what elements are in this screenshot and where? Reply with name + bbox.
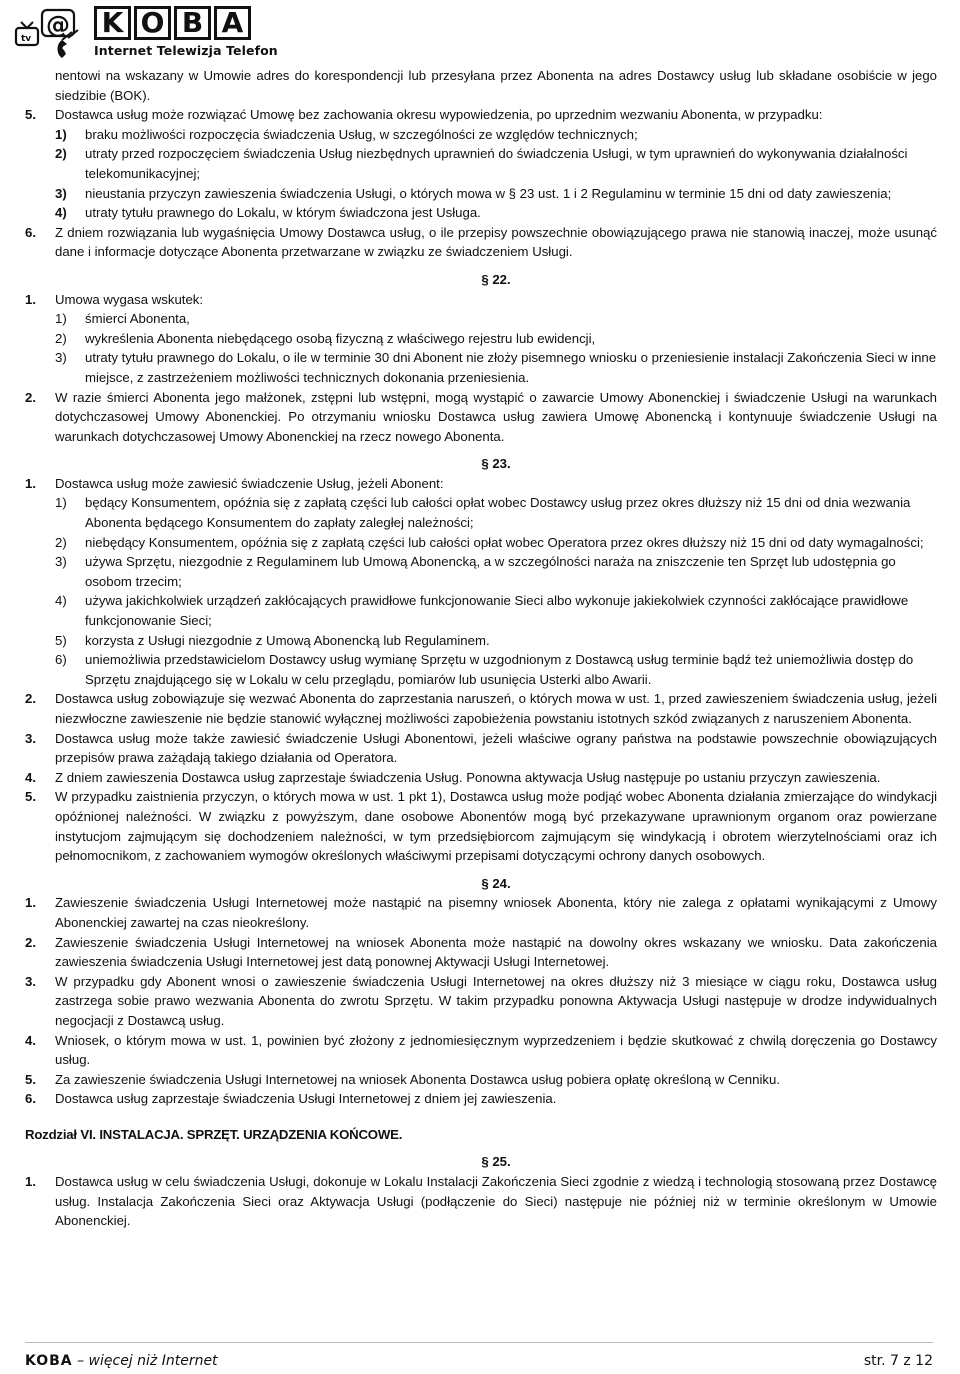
point-number: 5. <box>25 107 36 123</box>
section-22-point-1 <box>25 290 937 310</box>
list-item <box>25 493 937 532</box>
logo-icons <box>12 4 88 60</box>
list-item <box>25 552 937 591</box>
item-number: 1) <box>55 126 67 142</box>
point-number: 1. <box>25 895 36 911</box>
point-text: Zawieszenie świadczenia Usługi Internetowej na wniosek Abonenta może nastąpić na dowolny okres wskazany we wniosku. Data zakończenia zawieszenia świadczenia Usługi Internetowej jest datą ponownej Aktywacji Usługi Internetowej. <box>55 934 937 970</box>
section-23-point-4 <box>25 768 937 788</box>
item-number: 1) <box>55 311 67 327</box>
point-number: 1. <box>25 1174 36 1190</box>
footer-brand <box>25 1352 218 1372</box>
svg-text:tv: tv <box>21 34 32 44</box>
item-text: nieustania przyczyn zawieszenia świadczenia Usługi, o których mowa w § 23 ust. 1 i 2 Regulaminu w terminie 15 dni od daty zawieszenia; <box>85 185 892 201</box>
point-text: W przypadku zaistnienia przyczyn, o których mowa w ust. 1 pkt 1), Dostawca usług może podjąć wobec Abonenta działania zmierzające do windykacji opóźnionej należności. W związku z powyższym, dane osobowe Abonentów mogą być przekazywane uprawnionym organom oraz powierzane instytucjom zajmującym się dochodzeniem należności, w tym przedsiębiorcom zajmującym się windykacją i obrotem wierzytelnościami oraz ich pełnomocnikom, z zachowaniem wymogów określonych właściwymi przepisami dotyczącymi ochrony danych osobowych. <box>55 789 937 864</box>
section-24-point <box>25 972 937 1031</box>
item-text: wykreślenia Abonenta niebędącego osobą fizyczną z właściwego rejestru lub ewidencji, <box>85 330 596 346</box>
list-item <box>25 309 937 329</box>
list-item <box>25 125 937 145</box>
list-item <box>25 203 937 223</box>
item-text: śmierci Abonenta, <box>85 311 190 327</box>
chapter-heading: Rozdział VI. INSTALACJA. SPRZĘT. URZĄDZENIA KOŃCOWE. <box>25 1126 403 1142</box>
footer-divider <box>25 1342 933 1343</box>
section-23-point-3 <box>25 729 937 768</box>
page-header <box>12 4 312 60</box>
footer-brand-name: KOBA <box>25 1353 73 1369</box>
item-number: 3) <box>55 554 67 570</box>
logo-tagline: Internet Telewizja Telefon <box>94 43 278 58</box>
section-23-point-5 <box>25 787 937 865</box>
section-25-point-1 <box>25 1172 937 1231</box>
point-text: Dostawca usług może rozwiązać Umowę bez zachowania okresu wypowiedzenia, po uprzednim wezwaniu Abonenta, w przypadku: <box>55 107 823 123</box>
item-number: 2) <box>55 146 67 162</box>
section-21-point-6 <box>25 223 937 262</box>
point-number: 6. <box>25 224 36 240</box>
section-22-point-2 <box>25 388 937 447</box>
item-number: 4) <box>55 593 67 609</box>
section-heading: § 24. <box>481 875 511 891</box>
item-number: 5) <box>55 632 67 648</box>
section-24-point <box>25 893 937 932</box>
point-text: W razie śmierci Abonenta jego małżonek, zstępni lub wstępni, mogą wystąpić o zawarcie Umowy Abonenckiej i świadczenie Usługi na warunkach dotychczasowej Umowy Abonenckiej. Po otrzymaniu wniosku Dostawca usług zawiera Umowę Abonencką i kontynuuje świadczenie Usługi na warunkach dotychczasowej Umowy Abonenckiej na rzecz nowego Abonenta. <box>55 389 937 444</box>
list-item <box>25 144 937 183</box>
point-number: 3. <box>25 973 36 989</box>
section-24-point <box>25 1089 937 1109</box>
item-text: niebędący Konsumentem, opóźnia się z zapłatą części lub całości opłat wobec Operatora przez okres dłuższy niż 15 dni od daty wymagalności; <box>85 534 924 550</box>
point-number: 1. <box>25 475 36 491</box>
item-number: 2) <box>55 534 67 550</box>
point-text: Zawieszenie świadczenia Usługi Internetowej może nastąpić na pisemny wniosek Abonenta, który nie zalega z opłatami wynikającymi z Umowy Abonenckiej zawartej na czas nieokreślony. <box>55 895 937 930</box>
item-number: 2) <box>55 330 67 346</box>
point-text: W przypadku gdy Abonent wnosi o zawieszenie świadczenia Usługi Internetowej na okres dłuższy niż 3 miesiące w ciągu roku, Dostawca usług zastrzega sobie prawo wezwania Abonenta do zwrotu Sprzętu. W takim przypadku ponowna Aktywacja Usługi następuje w drodze indywidualnych negocjacji z Dostawcą usług. <box>55 973 937 1028</box>
point-number: 4. <box>25 769 36 785</box>
list-item <box>25 650 937 689</box>
item-text: braku możliwości rozpoczęcia świadczenia Usług, w szczególności ze względów technicznych; <box>85 126 638 142</box>
item-number: 3) <box>55 185 67 201</box>
list-item <box>25 348 937 387</box>
point-text: Dostawca usług zobowiązuje się wezwać Abonenta do zaprzestania naruszeń, o których mowa w ust. 1, przed zawieszeniem świadczenia usług, jeżeli niezwłoczne zawieszenie nie będzie stanowić wyłącznej możliwości zapobieżenia powstaniu istotnych szkód związanych z naruszeniem Abonenta. <box>55 691 937 726</box>
list-item <box>25 591 937 630</box>
item-number: 1) <box>55 495 67 511</box>
point-text: Za zawieszenie świadczenia Usługi Internetowej na wniosek Abonenta Dostawca usług pobiera opłatę określoną w Cenniku. <box>55 1071 780 1087</box>
point-text: Dostawca usług w celu świadczenia Usługi, dokonuje w Lokalu Instalacji Zakończenia Sieci zgodnie z wiedzą i technologią stosowaną przez Dostawcę usług. Instalacja Zakończenia Sieci oraz Aktywacja Usługi (podłączenie do Sieci) następuje nie później niż w terminie określonym w Umowie Abonenckiej. <box>55 1174 937 1229</box>
list-item <box>25 533 937 553</box>
section-23-point-1 <box>25 474 937 494</box>
page-footer <box>25 1352 933 1372</box>
point-number: 5. <box>25 1071 36 1087</box>
point-text: Dostawca usług zaprzestaje świadczenia Usługi Internetowej z dniem jej zawieszenia. <box>55 1091 557 1107</box>
section-24-point <box>25 933 937 972</box>
point-number: 2. <box>25 691 36 707</box>
document-body <box>25 66 937 1231</box>
logo-letter: A <box>214 6 251 40</box>
point-text: Z dniem rozwiązania lub wygaśnięcia Umowy Dostawca usług, o ile przepisy powszechnie obowiązującego prawa nie stanowią inaczej, może usunąć dane i informacje dotyczące Abonenta przetwarzane w związku ze świadczeniem Usługi. <box>55 224 937 260</box>
section-heading: § 22. <box>481 271 511 287</box>
logo-letter: O <box>134 6 171 40</box>
point-text: Wniosek, o którym mowa w ust. 1, powinien być złożony z jednomiesięcznym wyprzedzeniem i będzie skutkować z chwilą doręczenia go Dostawcy usług. <box>55 1032 937 1068</box>
section-heading: § 23. <box>481 456 511 472</box>
point-number: 1. <box>25 291 36 307</box>
logo-letter: B <box>174 6 211 40</box>
point-text: Z dniem zawieszenia Dostawca usług zaprzestaje świadczenia Usług. Ponowna aktywacja Usług następuje po ustaniu przyczyn zawieszenia. <box>55 769 881 785</box>
point-text: Dostawca usług może także zawiesić świadczenie Usługi Abonentowi, jeżeli właściwe ograny państwa na podstawie powszechnie obowiązujących przepisów prawa zażądają takiego działania od Operatora. <box>55 730 937 766</box>
section-24-point <box>25 1031 937 1070</box>
section-24-point <box>25 1070 937 1090</box>
logo-letter: K <box>94 6 131 40</box>
point-number: 3. <box>25 730 36 746</box>
tv-icon <box>16 22 38 45</box>
item-text: będący Konsumentem, opóźnia się z zapłatą części lub całości opłat wobec Dostawcy usług przez okres dłuższy niż 15 dni od dnia wezwania Abonenta będącego Konsumentem do zapłaty zaległej należności; <box>85 495 911 531</box>
item-text: utraty przed rozpoczęciem świadczenia Usług niezbędnych uprawnień do świadczenia Usługi, w tym uprawnień do wykonywania działalności telekomunikacyjnej; <box>85 146 908 181</box>
item-text: uniemożliwia przedstawicielom Dostawcy usług wymianę Sprzętu w uzgodnionym z Dostawcą usług terminie bądź też uniemożliwia dostęp do Sprzętu znajdującego się w Lokalu w celu przeglądu, pomiarów lub usunięcia Usterki albo Awarii. <box>85 652 914 687</box>
item-number: 3) <box>55 350 67 366</box>
section-21-point-5 <box>25 105 937 125</box>
footer-slogan: – więcej niż Internet <box>77 1353 218 1369</box>
point-text: Dostawca usług może zawiesić świadczenie Usług, jeżeli Abonent: <box>55 475 444 491</box>
section-23-point-2 <box>25 689 937 728</box>
point-number: 2. <box>25 934 36 950</box>
item-number: 4) <box>55 205 67 221</box>
item-text: utraty tytułu prawnego do Lokalu, w którym świadczona jest Usługa. <box>85 205 481 221</box>
list-item <box>25 631 937 651</box>
koba-logo <box>94 6 251 40</box>
section-heading: § 25. <box>481 1154 511 1170</box>
continuation-text: nentowi na wskazany w Umowie adres do korespondencji lub przesyłana przez Abonenta na adres Dostawcy usług lub składane osobiście w jego siedzibie (BOK). <box>55 68 937 103</box>
spacer <box>25 1109 937 1117</box>
point-number: 2. <box>25 389 36 405</box>
point-number: 5. <box>25 789 36 805</box>
point-number: 4. <box>25 1032 36 1048</box>
list-item <box>25 184 937 204</box>
list-item <box>25 329 937 349</box>
item-text: używa jakichkolwiek urządzeń zakłócających prawidłowe funkcjonowanie Sieci albo wykonuje jakiekolwiek czynności zakłócające prawidłowe funkcjonowanie Sieci; <box>85 593 909 629</box>
point-text: Umowa wygasa wskutek: <box>55 291 204 307</box>
item-text: utraty tytułu prawnego do Lokalu, o ile w terminie 30 dni Abonent nie złoży pisemnego wniosku o przeniesienie instalacji Zakończenia Sieci w inne miejsce, z zastrzeżeniem możliwości technicznych dokonania przeniesienia. <box>85 350 937 385</box>
item-text: używa Sprzętu, niezgodnie z Regulaminem lub Umową Abonencką, a w szczególności naraża na zniszczenie ten Sprzęt lub udostępnia go osobom trzecim; <box>85 554 896 589</box>
svg-text:@: @ <box>46 11 70 39</box>
point-number: 6. <box>25 1091 36 1107</box>
page-number: str. 7 z 12 <box>863 1353 933 1369</box>
item-number: 6) <box>55 652 67 668</box>
item-text: korzysta z Usługi niezgodnie z Umową Abonencką lub Regulaminem. <box>85 632 490 648</box>
